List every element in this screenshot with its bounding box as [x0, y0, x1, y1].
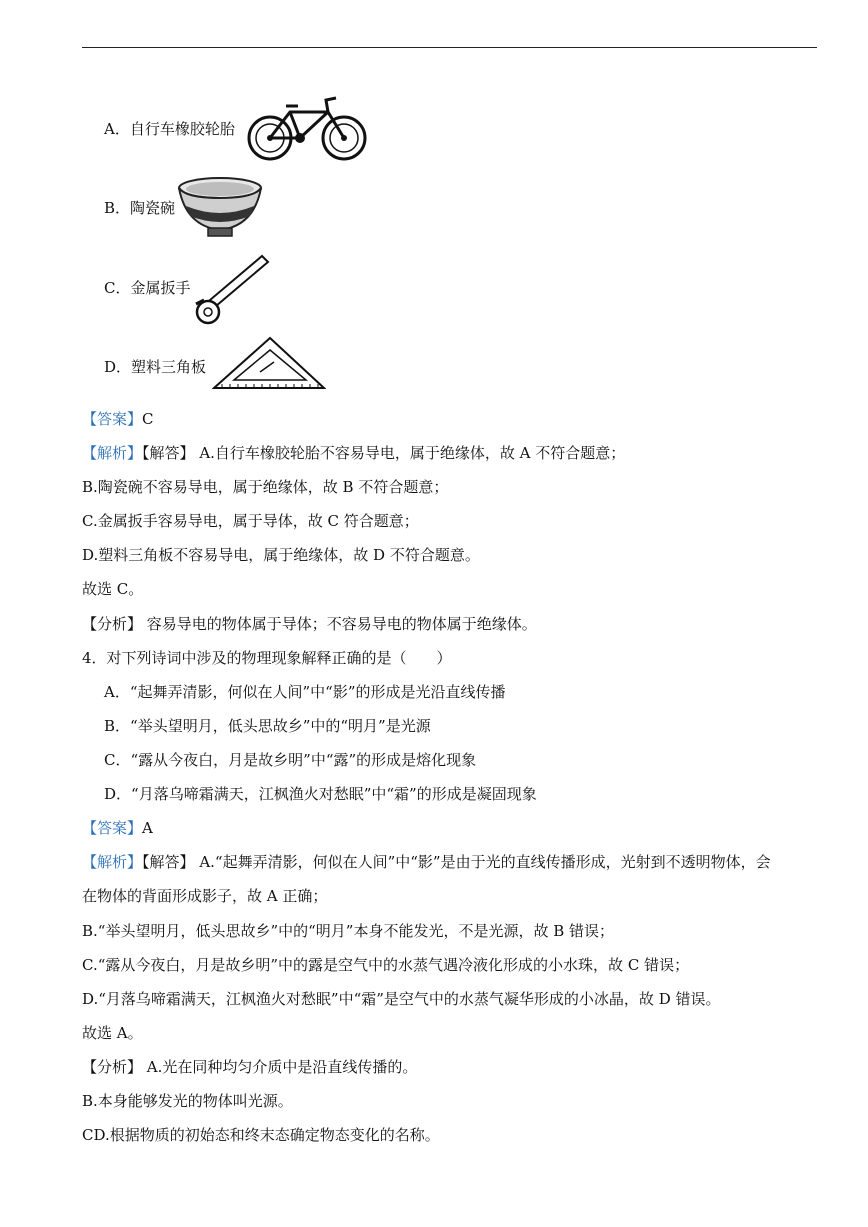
triangle-ruler-image — [212, 336, 326, 392]
bowl-image — [176, 176, 264, 240]
q4-option-c: C．“露从今夜白，月是故乡明”中“露”的形成是熔化现象 — [104, 751, 477, 769]
q3-explanation-line-3: C.金属扳手容易导电，属于导体，故 C 符合题意； — [82, 512, 419, 530]
q3-option-b: B．陶瓷碗 — [104, 199, 176, 217]
q4-explanation-line-2: 在物体的背面形成影子，故 A 正确； — [82, 887, 328, 905]
q3-option-a: A．自行车橡胶轮胎 — [104, 120, 235, 138]
q4-conclusion: 故选 A。 — [82, 1024, 143, 1042]
q4-explanation-line-1: 【解析】【解答】 A.“起舞弄清影，何似在人间”中“影”是由于光的直线传播形成，光射到不透明物体，会 — [82, 853, 771, 871]
q3-option-c: C．金属扳手 — [104, 279, 191, 297]
q3-answer: 【答案】C — [82, 410, 154, 428]
q4-answer: 【答案】A — [82, 819, 153, 837]
q4-option-b: B．“举头望明月，低头思故乡”中的“明月”是光源 — [104, 717, 431, 735]
q4-analysis-line-2: B.本身能够发光的物体叫光源。 — [82, 1092, 293, 1110]
q4-analysis-line-3: CD.根据物质的初始态和终末态确定物态变化的名称。 — [82, 1126, 440, 1144]
q4-explanation-line-3: B.“举头望明月，低头思故乡”中的“明月”本身不能发光，不是光源，故 B 错误； — [82, 922, 615, 940]
q4-explanation-line-5: D.“月落乌啼霜满天，江枫渔火对愁眠”中“霜”是空气中的水蒸气凝华形成的小冰晶，故 D 错误。 — [82, 990, 721, 1008]
q4-option-d: D．“月落乌啼霜满天，江枫渔火对愁眠”中“霜”的形成是凝固现象 — [104, 785, 537, 803]
q3-explanation-line-4: D.塑料三角板不容易导电，属于绝缘体，故 D 不符合题意。 — [82, 546, 480, 564]
q4-analysis-line-1: 【分析】 A.光在同种均匀介质中是沿直线传播的。 — [82, 1058, 418, 1076]
q3-analysis: 【分析】 容易导电的物体属于导体；不容易导电的物体属于绝缘体。 — [82, 615, 537, 633]
q3-explanation-line-2: B.陶瓷碗不容易导电，属于绝缘体，故 B 不符合题意； — [82, 478, 449, 496]
wrench-image — [192, 250, 274, 326]
q4-option-a: A．“起舞弄清影，何似在人间”中“影”的形成是光沿直线传播 — [104, 683, 506, 701]
q3-explanation-line-1: 【解析】【解答】 A.自行车橡胶轮胎不容易导电，属于绝缘体，故 A 不符合题意； — [82, 444, 626, 462]
q3-option-d: D．塑料三角板 — [104, 358, 207, 376]
q3-conclusion: 故选 C。 — [82, 580, 144, 598]
header-rule — [82, 47, 817, 48]
q4-explanation-line-4: C.“露从今夜白，月是故乡明”中的露是空气中的水蒸气遇冷液化形成的小水珠，故 C 错误； — [82, 956, 690, 974]
bicycle-image — [246, 94, 370, 166]
q4-stem: 4．对下列诗词中涉及的物理现象解释正确的是（ ） — [82, 649, 452, 667]
